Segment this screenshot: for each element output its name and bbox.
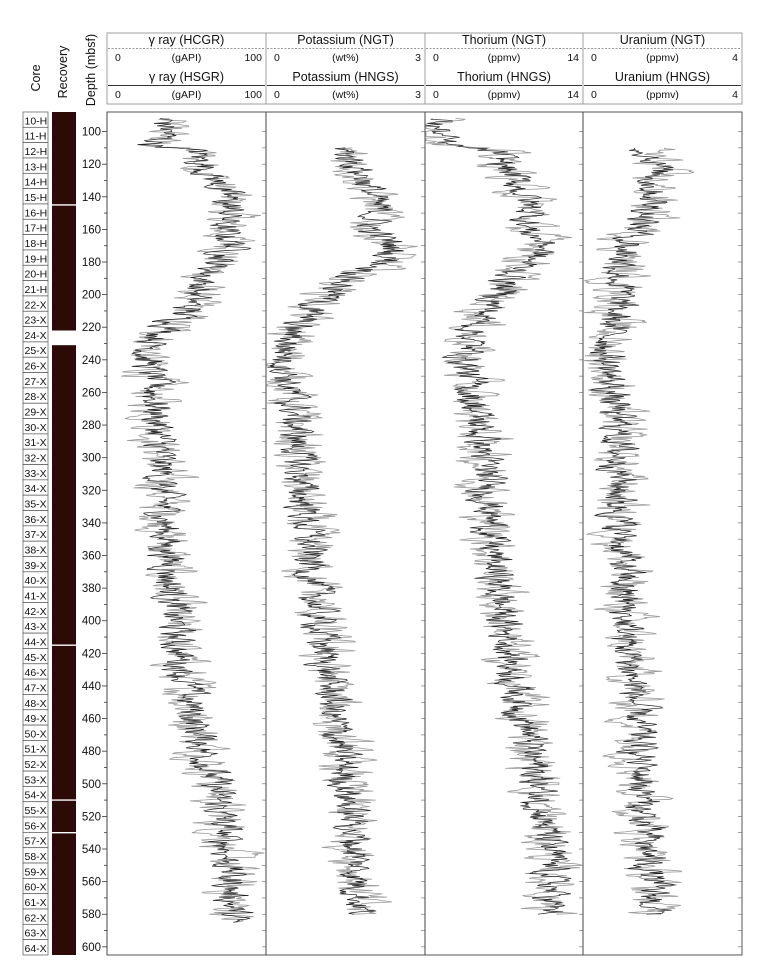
core-label-30-X: 30-X xyxy=(24,421,47,434)
core-label-15-H: 15-H xyxy=(24,191,48,204)
core-label-28-X: 28-X xyxy=(24,391,47,404)
core-label-29-X: 29-X xyxy=(24,406,47,419)
depth-header: Depth (mbsf) xyxy=(84,33,98,107)
track-2-top-title: Thorium (NGT) xyxy=(461,33,547,47)
core-label-27-X: 27-X xyxy=(24,375,47,388)
core-label-22-X: 22-X xyxy=(24,299,47,312)
depth-axis xyxy=(82,112,107,955)
track-3-bottom-min: 0 xyxy=(591,89,597,101)
track-0-bottom-max: 100 xyxy=(244,89,262,101)
core-label-41-X: 41-X xyxy=(24,590,47,603)
core-label-20-H: 20-H xyxy=(24,268,48,281)
track-0-bottom-title: γ ray (HSGR) xyxy=(149,70,224,84)
core-label-47-X: 47-X xyxy=(24,682,47,695)
core-label-33-X: 33-X xyxy=(24,467,47,480)
track-0-top-unit: (gAPI) xyxy=(171,52,202,64)
core-header: Core xyxy=(29,64,43,92)
track-1-secondary-trace xyxy=(267,148,418,914)
depth-label-180: 180 xyxy=(81,257,101,270)
track-1-top-title: Potassium (NGT) xyxy=(297,33,394,47)
core-label-13-H: 13-H xyxy=(24,161,48,174)
track-1-top-max: 3 xyxy=(415,52,421,64)
core-label-40-X: 40-X xyxy=(24,575,47,588)
depth-label-420: 420 xyxy=(81,648,101,661)
core-label-26-X: 26-X xyxy=(24,360,47,373)
core-label-21-H: 21-H xyxy=(24,283,48,296)
core-label-35-X: 35-X xyxy=(24,498,47,511)
track-2-bottom-min: 0 xyxy=(433,89,439,101)
core-label-50-X: 50-X xyxy=(24,728,47,741)
depth-label-240: 240 xyxy=(81,354,101,367)
core-label-49-X: 49-X xyxy=(24,713,47,726)
core-label-10-H: 10-H xyxy=(24,115,48,128)
track-1-top-min: 0 xyxy=(274,52,280,64)
core-label-11-H: 11-H xyxy=(24,130,47,143)
track-3-bottom-max: 4 xyxy=(732,89,738,101)
depth-label-460: 460 xyxy=(81,713,101,726)
depth-label-600: 600 xyxy=(81,941,101,954)
depth-label-520: 520 xyxy=(81,811,101,824)
track-3-secondary-trace xyxy=(584,148,694,914)
core-label-64-X: 64-X xyxy=(24,943,47,955)
track-1-bottom-min: 0 xyxy=(274,89,280,101)
track-0-bottom-min: 0 xyxy=(115,89,121,101)
core-label-63-X: 63-X xyxy=(24,927,47,940)
depth-label-280: 280 xyxy=(81,420,101,433)
core-column xyxy=(23,112,48,955)
track-2-bottom-title: Thorium (HNGS) xyxy=(457,70,551,84)
track-0-bottom-unit: (gAPI) xyxy=(171,89,202,101)
core-label-62-X: 62-X xyxy=(24,912,47,925)
core-label-55-X: 55-X xyxy=(24,805,47,818)
depth-label-540: 540 xyxy=(81,844,101,857)
track-3-top-max: 4 xyxy=(732,52,738,64)
depth-label-440: 440 xyxy=(81,680,101,693)
core-label-46-X: 46-X xyxy=(24,667,47,680)
core-label-59-X: 59-X xyxy=(24,866,47,879)
track-0-top-title: γ ray (HCGR) xyxy=(148,33,225,47)
core-label-51-X: 51-X xyxy=(24,743,47,756)
track-2-secondary-trace xyxy=(426,119,582,915)
core-label-12-H: 12-H xyxy=(24,145,48,158)
track-1-bottom-max: 3 xyxy=(415,89,421,101)
core-label-34-X: 34-X xyxy=(24,483,47,496)
core-label-38-X: 38-X xyxy=(24,544,47,557)
depth-label-500: 500 xyxy=(81,778,101,791)
track-0-frame xyxy=(107,112,266,955)
depth-label-360: 360 xyxy=(81,550,101,563)
depth-label-300: 300 xyxy=(81,452,101,465)
track-1-bottom-title: Potassium (HNGS) xyxy=(292,70,399,84)
core-label-43-X: 43-X xyxy=(24,621,47,634)
core-label-53-X: 53-X xyxy=(24,774,47,787)
core-label-23-X: 23-X xyxy=(24,314,47,327)
core-label-44-X: 44-X xyxy=(24,636,47,649)
track-0-top-max: 100 xyxy=(244,52,262,64)
depth-label-560: 560 xyxy=(81,876,101,889)
depth-label-320: 320 xyxy=(81,485,101,498)
track-1-frame xyxy=(266,112,425,955)
core-label-37-X: 37-X xyxy=(24,529,47,542)
recovery-header: Recovery xyxy=(56,45,70,99)
core-label-18-H: 18-H xyxy=(24,237,48,250)
core-label-45-X: 45-X xyxy=(24,651,47,664)
core-label-42-X: 42-X xyxy=(24,605,47,618)
core-label-54-X: 54-X xyxy=(24,789,47,802)
depth-label-340: 340 xyxy=(81,517,101,530)
track-3-bottom-title: Uranium (HNGS) xyxy=(614,70,711,84)
core-label-24-X: 24-X xyxy=(24,329,47,342)
track-1-bottom-unit: (wt%) xyxy=(332,89,359,101)
core-label-17-H: 17-H xyxy=(24,222,48,235)
recovery-column xyxy=(52,112,76,955)
core-label-25-X: 25-X xyxy=(24,345,47,358)
track-headers xyxy=(107,33,742,104)
depth-label-100: 100 xyxy=(81,126,101,139)
core-label-19-H: 19-H xyxy=(24,253,48,266)
core-label-32-X: 32-X xyxy=(24,452,47,465)
column-headers xyxy=(29,34,98,106)
track-3-top-min: 0 xyxy=(591,52,597,64)
track-2-top-min: 0 xyxy=(433,52,439,64)
depth-label-140: 140 xyxy=(81,191,101,204)
track-3-top-title: Uranium (NGT) xyxy=(619,33,706,47)
core-label-56-X: 56-X xyxy=(24,820,47,833)
track-2-bottom-unit: (ppmv) xyxy=(487,89,521,101)
recovery-gap xyxy=(52,330,76,345)
depth-label-400: 400 xyxy=(81,615,101,628)
recovery-bar xyxy=(52,112,76,955)
core-label-39-X: 39-X xyxy=(24,559,47,572)
core-label-16-H: 16-H xyxy=(24,207,48,220)
depth-label-260: 260 xyxy=(81,387,101,400)
depth-label-220: 220 xyxy=(81,322,101,335)
core-label-60-X: 60-X xyxy=(24,881,47,894)
track-1-top-unit: (wt%) xyxy=(332,52,359,64)
depth-label-200: 200 xyxy=(81,289,101,302)
core-label-52-X: 52-X xyxy=(24,759,47,772)
depth-label-480: 480 xyxy=(81,746,101,759)
track-0-secondary-trace xyxy=(121,119,264,923)
log-tracks xyxy=(107,112,742,955)
track-3-top-unit: (ppmv) xyxy=(646,52,679,64)
core-label-58-X: 58-X xyxy=(24,851,47,864)
track-3-bottom-unit: (ppmv) xyxy=(646,89,679,101)
track-0-top-min: 0 xyxy=(115,52,121,64)
core-label-36-X: 36-X xyxy=(24,513,47,526)
depth-label-380: 380 xyxy=(81,583,101,596)
core-label-61-X: 61-X xyxy=(24,897,47,910)
track-2-top-max: 14 xyxy=(567,52,579,64)
depth-label-580: 580 xyxy=(81,909,101,922)
depth-label-160: 160 xyxy=(81,224,101,237)
depth-label-120: 120 xyxy=(81,159,101,172)
core-label-48-X: 48-X xyxy=(24,697,47,710)
core-label-31-X: 31-X xyxy=(24,437,47,450)
core-label-57-X: 57-X xyxy=(24,835,47,848)
track-2-top-unit: (ppmv) xyxy=(487,52,521,64)
track-2-bottom-max: 14 xyxy=(567,89,579,101)
core-label-14-H: 14-H xyxy=(24,176,48,189)
